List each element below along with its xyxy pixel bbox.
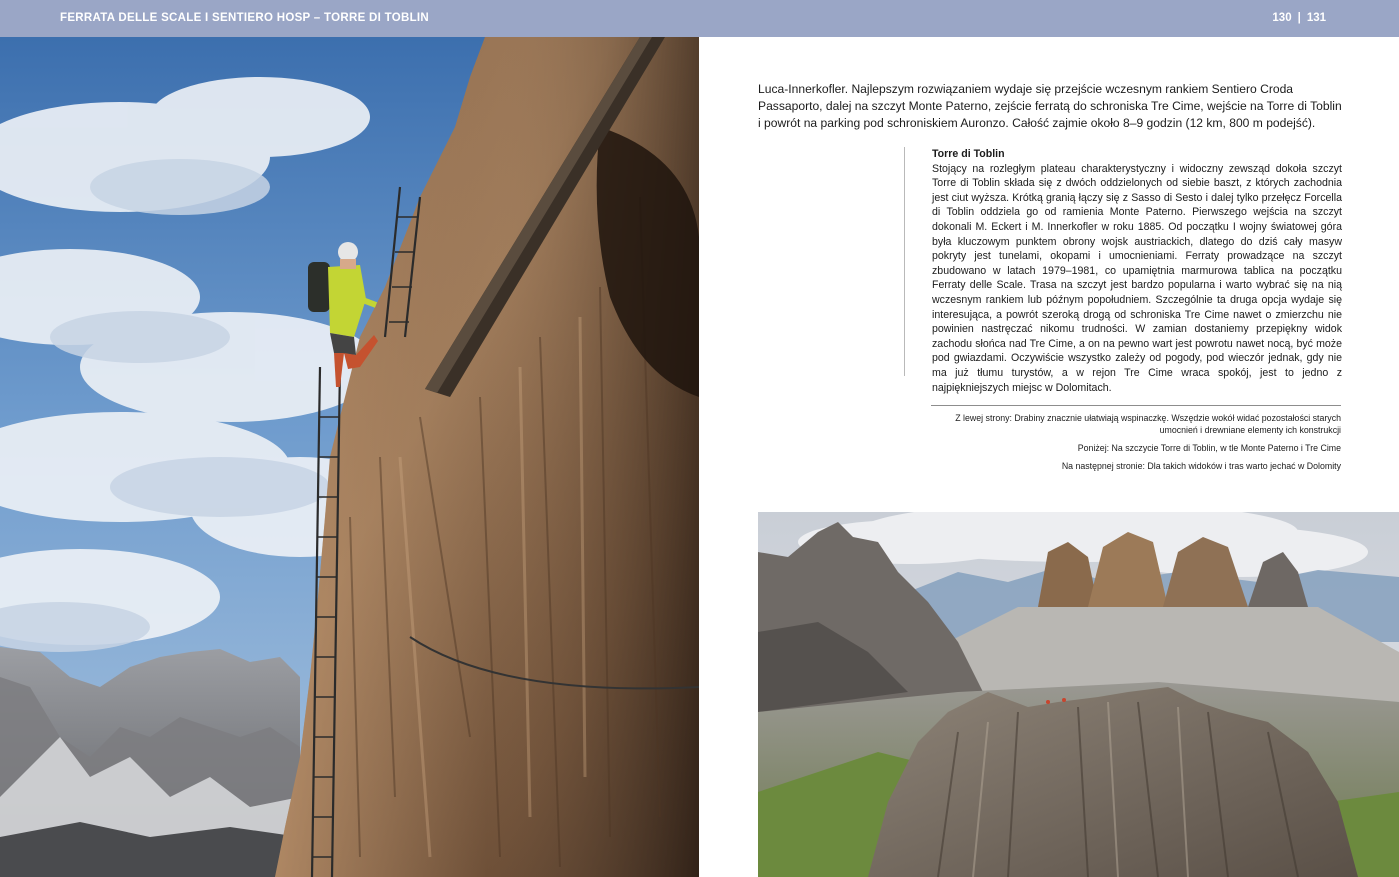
page-number-left: 130 bbox=[1272, 12, 1292, 24]
running-title: FERRATA DELLE SCALE I SENTIERO HOSP – TORRE DI TOBLIN bbox=[60, 12, 430, 24]
photo-torre-di-toblin-summit bbox=[758, 512, 1399, 877]
sidebar-box-torre-di-toblin bbox=[904, 147, 1342, 394]
photo-climber-on-ladder bbox=[0, 37, 699, 877]
sidebar-body: Stojący na rozległym plateau charakterystyczny i widoczny zewsząd dokoła szczyt Torre di Toblin składa się z dwóch oddzielonych od siebie baszt, z których zachodnia jest ciut wyższa. Krótką granią łączy się z Sasso di Sesto i dalej tylko przełęcz Forcella di Toblin oddziela go od ramienia Monte Paterno. Pierwszego wejścia na szczyt dokonali M. Eckert i M. Innerkofler w roku 1885. Od początku I wojny światowej góra była kluczowym punktem obrony wojsk austriackich, dlatego do dziś cały masyw pokryty jest tunelami, okopami i umocnieniami. Ferraty prowadzące na szczyt zbudowano w latach 1979–1981, co upamiętnia marmurowa tablica na początku Ferraty delle Scale. Trasa na szczyt jest bardzo popularna i warto wybrać się na nią wczesnym rankiem lub późnym popołudniem. Szczególnie ta druga opcja wydaje się interesująca, a powrót szeroką drogą od schroniska Tre Cime nawet o zmierzchu nie powinien nastręczać nikomu trudności. W zamian dostaniemy przepiękny widok zachodu słońca nad Tre Cime, a on na pewno wart jest powrotu nawet nocą, być może pod gwiazdami. Oczywiście wszystko zależy od pogody, pod wieczór jednak, gdy nie ma już tłumu turystów, a w rejon Tre Cime wraca spokój, jest to jedno z najpiękniejszych miejsc w Dolomitach. bbox=[932, 162, 1342, 394]
caption-bottom-photo: Poniżej: Na szczycie Torre di Toblin, w tle Monte Paterno i Tre Cime bbox=[1077, 443, 1341, 453]
header-band bbox=[0, 0, 1399, 37]
photo-captions bbox=[931, 405, 1341, 478]
intro-paragraph: Luca-Innerkofler. Najlepszym rozwiązaniem wydaje się przejście wczesnym rankiem Sentiero Croda Passaporto, dalej na szczyt Monte Paterno, zejście ferratą do schroniska Tre Cime, wejście na Torre di Toblin i powrót na parking pod schroniskiem Auronzo. Całość zajmie około 8–9 godzin (12 km, 800 m podejść). bbox=[758, 82, 1342, 130]
page-numbers bbox=[1272, 12, 1326, 24]
caption-next-page: Na następnej stronie: Dla takich widoków i tras warto jechać w Dolomity bbox=[1061, 461, 1341, 471]
page-number-separator: | bbox=[1297, 12, 1301, 24]
caption-left-photo: Z lewej strony: Drabiny znacznie ułatwiają wspinaczkę. Wszędzie wokół widać pozostałości starych umocnień i drewniane elementy ich konstrukcji bbox=[955, 413, 1341, 435]
page-number-right: 131 bbox=[1306, 12, 1326, 24]
sidebar-heading: Torre di Toblin bbox=[932, 148, 1005, 160]
